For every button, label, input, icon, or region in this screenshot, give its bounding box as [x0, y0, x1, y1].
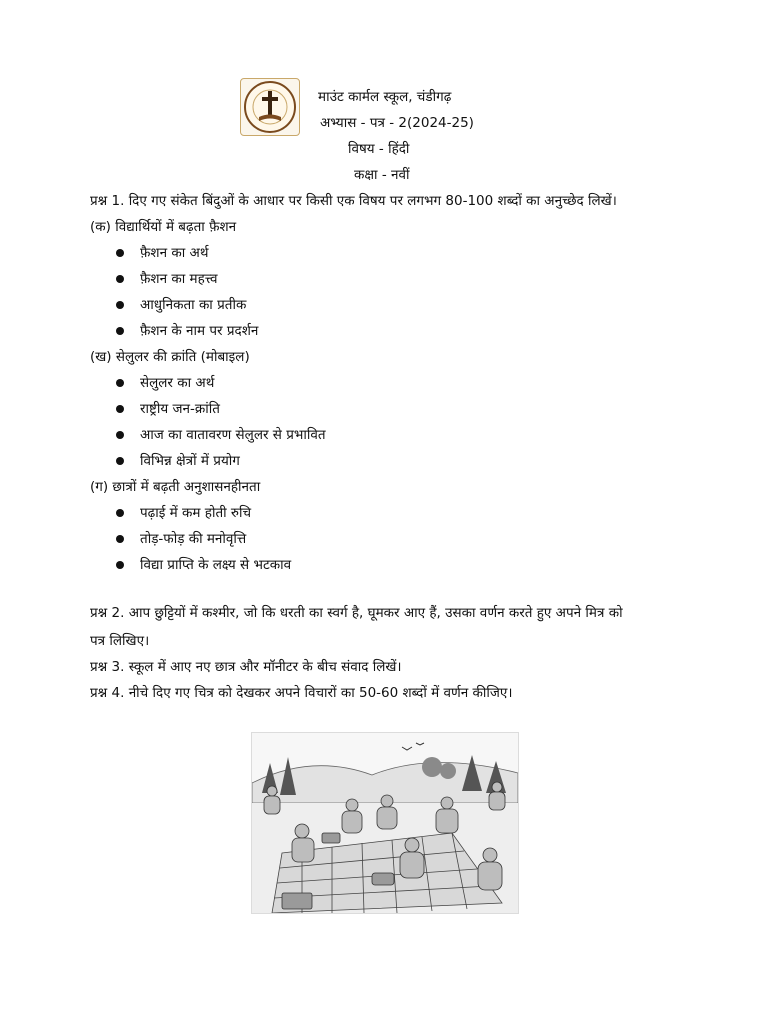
worksheet-number: अभ्यास - पत्र - 2(2024-25)	[320, 115, 474, 131]
question-3: प्रश्न 3. स्कूल में आए नए छात्र और मॉनीटर के बीच संवाद लिखें।	[90, 659, 402, 675]
bullet-icon	[116, 405, 124, 413]
bullet-icon	[116, 561, 124, 569]
bullet-icon	[116, 249, 124, 257]
list-item: फ़ैशन का अर्थ	[116, 244, 208, 262]
topic-title: (ग) छात्रों में बढ़ती अनुशासनहीनता	[90, 479, 261, 495]
bullet-icon	[116, 431, 124, 439]
bullet-icon	[116, 509, 124, 517]
subject-label: विषय - हिंदी	[348, 141, 410, 157]
list-item: आज का वातावरण सेलुलर से प्रभावित	[116, 426, 326, 444]
question-4: प्रश्न 4. नीचे दिए गए चित्र को देखकर अपने विचारों का 50-60 शब्दों में वर्णन कीजिए।	[90, 685, 513, 701]
list-item: विभिन्न क्षेत्रों में प्रयोग	[116, 452, 240, 470]
bullet-icon	[116, 327, 124, 335]
question-2-line-2: पत्र लिखिए।	[90, 633, 150, 649]
list-item: सेलुलर का अर्थ	[116, 374, 214, 392]
question-2-line-1: प्रश्न 2. आप छुट्टियों में कश्मीर, जो कि धरती का स्वर्ग है, घूमकर आए हैं, उसका वर्णन करते हुए अपने मित्र को	[90, 605, 623, 621]
topic-title: (क) विद्यार्थियों में बढ़ता फ़ैशन	[90, 219, 237, 235]
bullet-icon	[116, 275, 124, 283]
list-item: फ़ैशन के नाम पर प्रदर्शन	[116, 322, 258, 340]
school-name: माउंट कार्मल स्कूल, चंडीगढ़	[318, 89, 452, 105]
class-label: कक्षा - नवीं	[354, 167, 410, 183]
question-1: प्रश्न 1. दिए गए संकेत बिंदुओं के आधार पर किसी एक विषय पर लगभग 80-100 शब्दों का अनुच्छेद लिखें।	[90, 193, 617, 209]
list-item: राष्ट्रीय जन-क्रांति	[116, 400, 220, 418]
list-item: तोड़-फोड़ की मनोवृत्ति	[116, 530, 246, 548]
list-item: आधुनिकता का प्रतीक	[116, 296, 246, 314]
bullet-icon	[116, 535, 124, 543]
bullet-icon	[116, 301, 124, 309]
list-item: फ़ैशन का महत्त्व	[116, 270, 218, 288]
school-crest-icon	[240, 78, 300, 136]
topic-title: (ख) सेलुलर की क्रांति (मोबाइल)	[90, 349, 250, 365]
list-item: पढ़ाई में कम होती रुचि	[116, 504, 251, 522]
bullet-icon	[116, 457, 124, 465]
list-item: विद्या प्राप्ति के लक्ष्य से भटकाव	[116, 556, 291, 574]
picnic-illustration	[251, 732, 519, 914]
bullet-icon	[116, 379, 124, 387]
